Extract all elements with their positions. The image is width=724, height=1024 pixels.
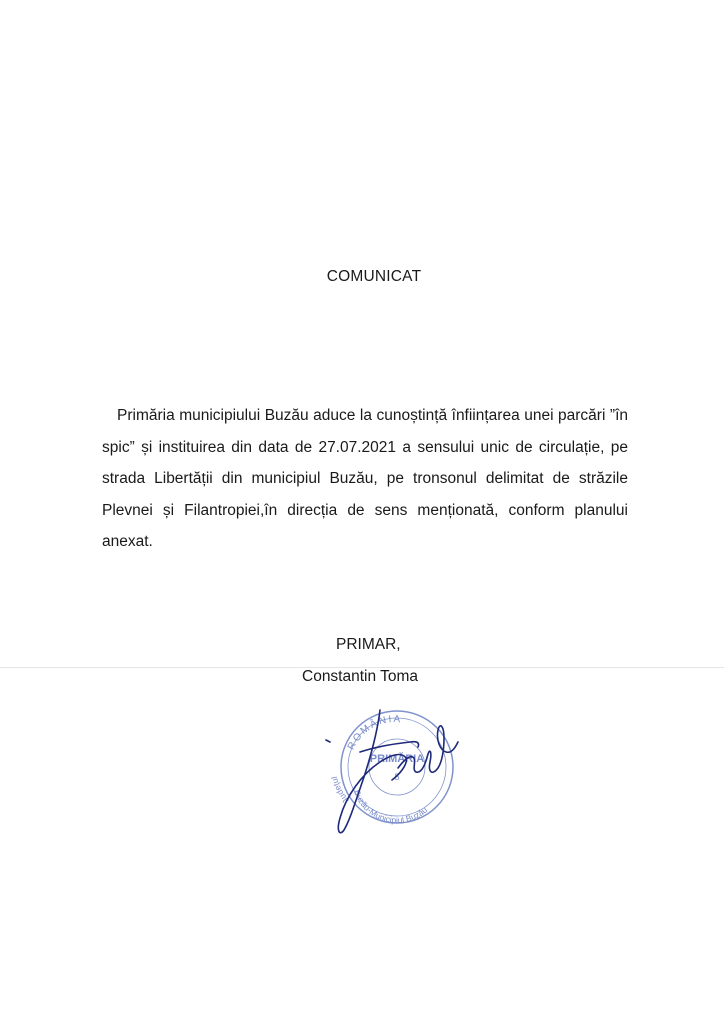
- svg-text:Județul: [329, 775, 351, 805]
- document-title: COMUNICAT: [326, 268, 422, 285]
- svg-text:Buzău-Municipiul Buzău: [352, 788, 429, 825]
- signatory-title: PRIMAR,: [336, 636, 401, 653]
- stamp-center-text: PRIMĂRIA: [369, 753, 425, 765]
- official-stamp: [320, 692, 470, 842]
- handwritten-signature: [326, 710, 458, 833]
- stamp-seal: [341, 711, 453, 826]
- stamp-top-text: ROMÂNIA: [345, 713, 403, 752]
- document-body: Primăria municipiului Buzău aduce la cunoștință înființarea unei parcări ”în spic” și instituirea din data de 27.07.2021 a sensului unic de circulație, pe strada Libertății din municipiul Buzău, pe tronsonul delimitat de străzile Plevnei și Filantropiei,în direcția de sens menționată, conform planului anexat.: [102, 407, 628, 550]
- signatory-name: Constantin Toma: [302, 668, 419, 685]
- stamp-bottom-text: Buzău-Municipiul Buzău: [351, 788, 430, 826]
- stamp-left-text: Județul: [328, 775, 351, 806]
- stamp-number: 5: [394, 772, 400, 782]
- svg-text:ROMÂNIA: [346, 714, 403, 752]
